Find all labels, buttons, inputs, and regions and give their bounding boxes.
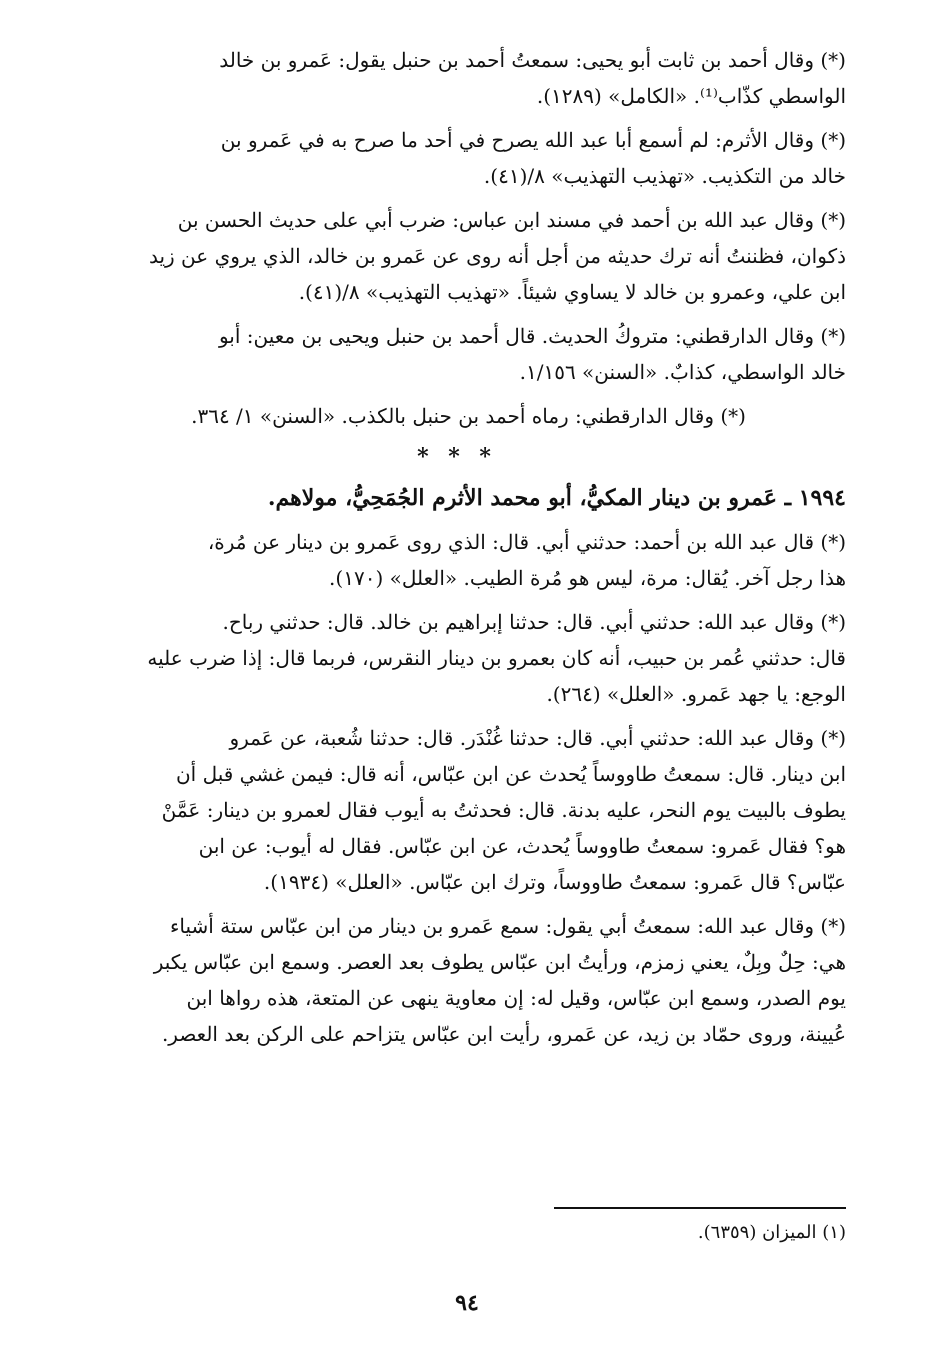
text-line: الواسطي كذّاب⁽¹⁾. «الكامل» (١٢٨٩). — [536, 84, 846, 108]
footnote-divider — [554, 1207, 846, 1209]
paragraph — [68, 42, 846, 114]
text-line: هذا رجل آخر. يُقال: مرة، ليس هو مُرة الطيب. «العلل» (١٧٠). — [329, 566, 846, 590]
text-line: (*) قال عبد الله بن أحمد: حدثني أبي. قال: الذي روى عَمرو بن دينار عن مُرة، — [207, 530, 846, 554]
text-line: ذكوان، فظننتُ أنه ترك حديثه من أجل أنه روى عن عَمرو بن خالد، الذي يروي عن زيد — [148, 244, 846, 268]
paragraph — [68, 122, 846, 194]
text-line: (*) وقال عبد الله: حدثني أبي. قال: حدثنا إبراهيم بن خالد. قال: حدثني رباح. — [222, 610, 846, 634]
text-line: (*) وقال عبد الله: حدثني أبي. قال: حدثنا غُنْدَر. قال: حدثنا شُعبة، عن عَمرو — [229, 726, 846, 750]
text-line: (*) وقال أحمد بن ثابت أبو يحيى: سمعتُ أحمد بن حنبل يقول: عَمرو بن خالد — [219, 48, 846, 72]
single-line-paragraph: (*) وقال الدارقطني: رماه أحمد بن حنبل بالكذب. «السنن» ١/ ٣٦٤. — [191, 404, 746, 428]
text-line: ابن علي، وعمرو بن خالد لا يساوي شيئاً. «تهذيب التهذيب» ٨/(٤١). — [298, 280, 846, 304]
text-line: قال: حدثني عُمر بن حبيب، أنه كان بعمرو بن دينار النقرس، فربما قال: إذا ضرب عليه — [147, 646, 846, 670]
section-entry — [68, 524, 846, 1052]
text-line: الوجع: يا جهد عَمرو. «العلل» (٢٦٤). — [546, 682, 846, 706]
section-separator: * * * — [417, 444, 497, 470]
entry-heading: ١٩٩٤ ـ عَمرو بن دينار المكيُّ، أبو محمد الأثرم الجُمَحِيُّ، مولاهم. — [267, 485, 846, 511]
text-line: يوم الصدر، وسمع ابن عبّاس، وقيل له: إن معاوية ينهى عن المتعة، هذه رواها ابن — [186, 986, 846, 1010]
text-line: (*) وقال الدارقطني: متروكُ الحديث. قال أحمد بن حنبل ويحيى بن معين: أبو — [218, 324, 846, 348]
text-line: خالد من التكذيب. «تهذيب التهذيب» ٨/(٤١). — [483, 164, 846, 188]
text-line: ابن دينار. قال: سمعتُ طاووساً يُحدث عن ابن عبّاس، أنه قال: فيمن غشي قبل أن — [175, 762, 846, 786]
text-line: عبّاس؟ قال عَمرو: سمعتُ طاووساً، وترك ابن عبّاس. «العلل» (١٩٣٤). — [263, 870, 846, 894]
paragraph — [68, 720, 846, 900]
paragraph — [68, 202, 846, 310]
section-top — [68, 42, 846, 434]
text-line: هي: حِلٌ وبِلٌ، يعني زمزم، ورأيتُ ابن عبّاس يطوف بعد العصر. وسمع ابن عبّاس يكبر — [153, 950, 846, 974]
text-line: خالد الواسطي، كذابٌ. «السنن» ١/١٥٦. — [519, 360, 846, 384]
paragraph — [68, 604, 846, 712]
footnote: (١) الميزان (٦٣٥٩). — [697, 1222, 846, 1243]
text-line: (*) وقال عبد الله بن أحمد في مسند ابن عباس: ضرب أبي على حديث الحسن بن — [177, 208, 846, 232]
paragraph — [68, 318, 846, 390]
paragraph — [68, 908, 846, 1052]
page-number: ٩٤ — [455, 1290, 479, 1316]
paragraph — [68, 524, 846, 596]
text-line: عُيينة، وروى حمّاد بن زيد، عن عَمرو، رأيت ابن عبّاس يتزاحم على الركن بعد العصر. — [161, 1022, 846, 1046]
text-line: (*) وقال الأثرم: لم أسمع أبا عبد الله يصرح في أحد ما صرح به في عَمرو بن — [220, 128, 846, 152]
text-line: هو؟ فقال عَمرو: سمعتُ طاووساً يُحدث، عن ابن عبّاس. فقال له أيوب: عن ابن — [198, 834, 846, 858]
text-line: (*) وقال عبد الله: سمعتُ أبي يقول: سمع عَمرو بن دينار من ابن عبّاس ستة أشياء — [169, 914, 846, 938]
text-line: يطوف بالبيت يوم النحر، عليه بدنة. قال: فحدثتُ به أيوب فقال لعمرو بن دينار: عَمَّنْ — [161, 798, 846, 822]
